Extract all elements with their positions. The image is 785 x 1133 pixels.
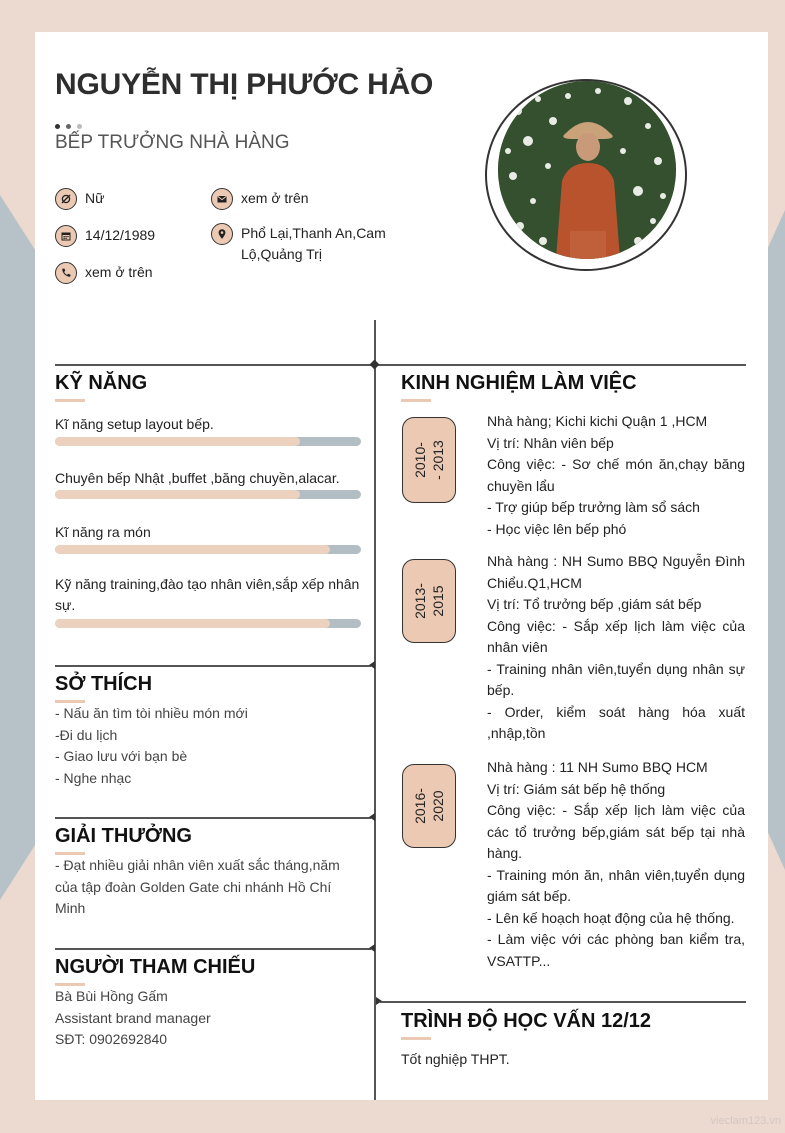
phone-icon bbox=[55, 262, 77, 284]
experience-item: Nhà hàng : NH Sumo BBQ Nguyễn Đình Chiểu.Q1,HCM Vị trí: Tổ trưởng bếp ,giám sát bếp Công việc: - Sắp xếp lịch làm việc của nhân viên - Training nhân viên,tuyển dụng nhân sự bếp. - Order, kiểm soát hàng hóa xuất ,nhập,tồn bbox=[487, 553, 745, 741]
awards-title: GIẢI THƯỞNG bbox=[55, 825, 192, 847]
hobby-item: -Đi du lịch bbox=[55, 726, 118, 743]
location-icon bbox=[211, 223, 233, 245]
experience-period: 2013- 2015 bbox=[412, 583, 446, 619]
skill-label: Kĩ năng setup layout bếp. bbox=[55, 416, 214, 432]
gender-info bbox=[55, 188, 104, 210]
phone-info bbox=[55, 262, 153, 284]
calendar-icon bbox=[55, 225, 77, 247]
divider-skills bbox=[55, 364, 375, 366]
gender-icon bbox=[55, 188, 77, 210]
skill-bar bbox=[55, 437, 361, 446]
skill-label: Kỹ năng training,đào tạo nhân viên,sắp xếp nhân sự. bbox=[55, 576, 360, 613]
skill-bar bbox=[55, 619, 361, 628]
hobbies-title: SỞ THÍCH bbox=[55, 673, 153, 695]
email-icon bbox=[211, 188, 233, 210]
hobby-item: - Giao lưu với bạn bè bbox=[55, 748, 188, 764]
job-title: BẾP TRƯỞNG NHÀ HÀNG bbox=[55, 132, 290, 153]
skill-bar bbox=[55, 545, 361, 554]
left-side-decoration bbox=[0, 195, 36, 900]
divider-education bbox=[380, 1001, 746, 1003]
profile-photo bbox=[498, 81, 676, 259]
skill-label: Chuyên bếp Nhật ,buffet ,băng chuyền,alacar. bbox=[55, 470, 340, 486]
watermark: vieclam123.vn bbox=[710, 1115, 781, 1127]
divider-hobbies bbox=[55, 665, 371, 667]
candidate-name: NGUYỄN THỊ PHƯỚC HẢO bbox=[55, 68, 434, 101]
email-info bbox=[211, 188, 309, 210]
divider-marker bbox=[369, 661, 375, 669]
birthday-value: 14/12/1989 bbox=[85, 227, 156, 243]
birthday-info bbox=[55, 225, 155, 247]
reference-line: Bà Bùi Hồng Gấm bbox=[55, 988, 168, 1004]
experience-item: Nhà hàng; Kichi kichi Quận 1 ,HCM Vị trí: Nhân viên bếp Công việc: - Sơ chế món ăn,chạy băng chuyền lẩu - Trợ giúp bếp trưởng làm sổ sách - Học việc lên bếp phó bbox=[487, 413, 745, 537]
experience-period-pill bbox=[402, 559, 456, 643]
references-list bbox=[55, 986, 355, 1051]
divider-experience bbox=[375, 364, 746, 366]
skills-underline bbox=[55, 399, 85, 402]
divider-references bbox=[55, 948, 371, 950]
experience-period: 2010- - 2013 bbox=[412, 440, 446, 480]
gender-value: Nữ bbox=[85, 190, 105, 206]
experience-item: Nhà hàng : 11 NH Sumo BBQ HCM Vị trí: Giám sát bếp hệ thống Công việc: - Sắp xếp lịch làm việc của các tổ trưởng bếp,giám sát bếp tại nhà hàng. - Training món ăn, nhân viên,tuyển dụng giám sát bếp. - Lên kế hoạch hoạt động của hệ thống. - Làm việc với các phòng ban kiểm tra, VSATTP... bbox=[487, 759, 745, 969]
hobbies-list bbox=[55, 703, 355, 789]
education-title: TRÌNH ĐỘ HỌC VẤN 12/12 bbox=[401, 1010, 652, 1032]
center-divider bbox=[374, 320, 376, 1100]
experience-period: 2016- 2020 bbox=[412, 788, 446, 824]
experience-underline bbox=[401, 399, 431, 402]
education-text: Tốt nghiệp THPT. bbox=[401, 1051, 510, 1067]
cv-page bbox=[35, 32, 768, 1100]
skills-title: KỸ NĂNG bbox=[55, 372, 148, 394]
divider-marker bbox=[369, 813, 375, 821]
skill-bar bbox=[55, 490, 361, 499]
phone-value: xem ở trên bbox=[85, 264, 153, 280]
divider-marker bbox=[376, 997, 382, 1005]
awards-text: - Đạt nhiều giải nhân viên xuất sắc tháng,năm của tập đoàn Golden Gate chi nhánh Hồ Chí Minh bbox=[55, 857, 340, 916]
skill-label: Kĩ năng ra món bbox=[55, 524, 151, 540]
divider-marker bbox=[369, 944, 375, 952]
address-info bbox=[211, 223, 396, 265]
divider-awards bbox=[55, 817, 371, 819]
address-value: Phổ Lại,Thanh An,Cam Lộ,Quảng Trị bbox=[241, 225, 386, 262]
reference-line: Assistant brand manager bbox=[55, 1009, 211, 1026]
experience-title: KINH NGHIỆM LÀM VIỆC bbox=[401, 372, 637, 394]
hobby-item: - Nấu ăn tìm tòi nhiều món mới bbox=[55, 705, 248, 721]
email-value: xem ở trên bbox=[241, 190, 309, 206]
education-underline bbox=[401, 1037, 431, 1040]
experience-period-pill bbox=[402, 764, 456, 848]
hobby-item: - Nghe nhạc bbox=[55, 769, 132, 786]
right-side-decoration bbox=[767, 210, 785, 870]
references-title: NGƯỜI THAM CHIẾU bbox=[55, 956, 256, 978]
experience-period-pill bbox=[402, 417, 456, 503]
reference-line: SĐT: 0902692840 bbox=[55, 1031, 168, 1047]
divider-marker bbox=[370, 360, 380, 370]
